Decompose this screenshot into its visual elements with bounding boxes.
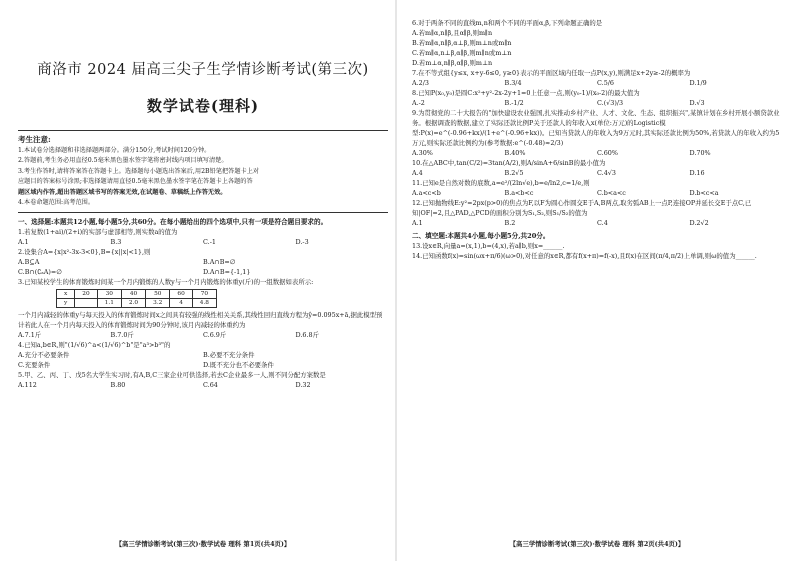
question-6-options <box>412 28 782 68</box>
notes-rule <box>18 212 388 213</box>
note-item: 2.答题前,考生务必用直径0.5毫米黑色墨水签字笔将密封线内项目填写清楚。 <box>18 157 228 164</box>
option: C.充要条件 <box>18 360 51 369</box>
question-4: 4.已知a,b∈R,则"(1/√6)^a<(1/√6)^b"是"a³>b³"的 <box>18 340 171 349</box>
option: D.1/9 <box>689 79 707 87</box>
option: B.80 <box>110 380 126 389</box>
note-item: 1.本试卷分选择题和非选择题两部分。满分150分,考试时间120分钟。 <box>18 146 211 154</box>
page-footer: 【高三学情诊断考试(第三次)·数学试卷 理科 第2页(共4页)】 <box>509 540 685 548</box>
note-item: 应题目的答案标号涂黑;非选择题请用直径0.5毫米黑色墨水签字笔在答题卡上各题的答 <box>18 178 253 185</box>
table-cell: 4.8 <box>192 298 216 307</box>
note-item: 3.考生作答时,请将答案答在答题卡上。选择题每小题选出答案后,用2B铅笔把答题卡上对 <box>18 167 260 175</box>
table-cell: 1.1 <box>97 298 121 307</box>
table-cell: 40 <box>121 289 145 298</box>
table-cell: y <box>57 298 75 307</box>
option: C.-1 <box>203 237 216 246</box>
question-1-options <box>18 237 388 247</box>
table-cell: 30 <box>97 289 121 298</box>
option: A.若m∥α,n∥β,且α∥β,则m∥n <box>412 29 493 37</box>
section-heading: 二、填空题:本题共4小题,每小题5分,共20分。 <box>412 232 550 240</box>
option: B.40% <box>504 149 526 157</box>
question-8: 8.已知P(x₀,y₀)是圆C:x²+y²-2x-2y+1=0上任意一点,则(y₀-1)/(x₀-2)的最大值为 <box>412 89 640 97</box>
question-2: 2.设集合A={x|x²-3x-3<0},B={x||x|<1},则 <box>18 247 151 256</box>
option: B.必要不充分条件 <box>203 350 255 359</box>
table-row <box>57 298 217 307</box>
question-3-table <box>56 289 217 308</box>
question-12: 12.已知抛物线E:y²=2px(p>0)的焦点为F,以F为圆心作圆交E于A,B两点,取劣弧AB上一点P,连接OP并延长交E于点C,已知|OF|=2,且△PAD,△PCD的面积分别为S₁,S₂,则S₁/S₂的值为 <box>412 199 752 217</box>
table-cell: 3.2 <box>146 298 170 307</box>
notes-heading: 考生注意: <box>18 135 51 144</box>
note-item: 题区域内作答,超出答题区域书写的答案无效,在试题卷、草稿纸上作答无效。 <box>18 188 227 196</box>
page-footer: 【高三学情诊断考试(第三次)·数学试卷 理科 第1页(共4页)】 <box>115 540 291 548</box>
table-cell: 70 <box>192 289 216 298</box>
left-page <box>18 18 388 548</box>
option: D.b<c<a <box>689 189 719 197</box>
question-11: 11.已知e是自然对数的底数,a=e²/(2ln√e),b=e/ln2,c=1/e,则 <box>412 179 590 187</box>
option: A.B⊆A <box>18 257 40 266</box>
option: A.a<c<b <box>412 189 441 197</box>
option: C.若m∥α,n⊥β,α∥β,则m∥n或m⊥n <box>412 49 512 57</box>
option: A.7.1斤 <box>18 330 42 339</box>
question-14: 14.已知函数f(x)=sin(ωx+π/6)(ω>0),对任意的x∈R,都有f(x+π)=f(-x),且f(x)在区间(π/4,π/2)上单调,则ω的值为______. <box>412 252 757 260</box>
option: B.A∩B=∅ <box>203 257 236 266</box>
question-5-options <box>18 380 388 390</box>
option: C.64 <box>203 380 218 389</box>
page-fold-divider <box>395 0 397 561</box>
question-11-options <box>412 188 782 198</box>
option: B.若m∥α,n∥β,α⊥β,则m⊥n或m∥n <box>412 39 512 47</box>
option: B.a<b<c <box>504 189 534 197</box>
option: D.既不充分也不必要条件 <box>203 360 274 369</box>
option: C.b<a<c <box>597 189 626 197</box>
question-8-options <box>412 98 782 108</box>
notes-block <box>18 135 388 209</box>
question-3-continued: 一个月内减轻的体重y与每天投入的体育锻炼时间x之间具有较强的线性相关关系,其线性回归直线方程为ŷ=0.095x+ā,据此模型预计若此人在一个月内每天投入的体育锻炼时间为90分钟时,该月内减轻的体重约为 <box>18 310 383 329</box>
option: C.60% <box>597 149 618 157</box>
question-7-options <box>412 78 782 88</box>
option: A.30% <box>412 149 433 157</box>
question-3-options <box>18 330 388 340</box>
section-heading: 一、选择题:本题共12小题,每小题5分,共60分。在每小题给出的四个选项中,只有一项是符合题目要求的。 <box>18 217 328 226</box>
option: C.4 <box>597 219 608 227</box>
question-9: 9.为贯彻党的二十大报告的"加快建设农业强国,扎实推动乡村产业、人才、文化、生态、组织振兴",某镇计划在乡村开展小额贷款业务。根据调查的数据,建立了实际还款比例P关于还款人的年收入x(单位:万元)的Logistic模型:P(x)=e^(-0.96+kx)/(1+e^(-0.96+kx))。已知当贷款人的年收入为9万元时,其实际还款比例为50%,若贷款人的年收入约为5万元,则实际还款比例约为(参考数据:e^(-0.48)≈2/3) <box>412 109 780 147</box>
option: B.2 <box>504 219 516 227</box>
question-5: 5.甲、乙、丙、丁、戊5名大学生实习时,有A,B,C三家企业可供选择,若去C企业最多一人,则不同分配方案数是 <box>18 370 326 379</box>
option: D.32 <box>295 380 311 389</box>
option: A.2/3 <box>412 79 429 87</box>
option: A.1 <box>18 237 29 246</box>
option: B.-1/2 <box>504 99 524 107</box>
option: D.A∩B={-1,1} <box>203 267 251 276</box>
exam-title: 商洛市 2024 届高三尖子生学情诊断考试(第三次) <box>37 62 369 78</box>
table-cell: 4 <box>170 298 192 307</box>
option: D.若m⊥α,n∥β,α∥β,则m⊥n <box>412 59 493 67</box>
option: A.112 <box>18 380 37 389</box>
option: B.3/4 <box>504 79 522 87</box>
option: D.-3 <box>295 237 309 246</box>
question-4-options <box>18 350 388 370</box>
right-page <box>412 18 782 548</box>
table-cell: 20 <box>75 289 97 298</box>
option: C.(√3)/3 <box>597 99 624 107</box>
table-cell: 60 <box>170 289 192 298</box>
option: B.7.0斤 <box>110 330 134 339</box>
table-cell: x <box>57 289 75 298</box>
option: D.6.8斤 <box>295 330 319 339</box>
option: A.4 <box>412 169 423 177</box>
option: D.2√2 <box>689 219 709 227</box>
option: C.B∩(∁ₐA)=∅ <box>18 267 62 276</box>
option: C.4√3 <box>597 169 616 177</box>
question-13: 13.设x∈R,向量a=(x,1),b=(4,x),若a∥b,则x=______. <box>412 242 565 250</box>
option: B.2√5 <box>504 169 524 177</box>
question-1: 1.若复数(1+ai)/(2+i)的实部与虚部相等,则实数a的值为 <box>18 227 178 236</box>
table-cell <box>75 298 97 307</box>
option: D.√3 <box>689 99 705 107</box>
option: A.1 <box>412 219 423 227</box>
option: A.充分不必要条件 <box>18 350 70 359</box>
question-2-options <box>18 257 388 277</box>
option: D.70% <box>689 149 711 157</box>
option: B.3 <box>110 237 122 246</box>
question-7: 7.在不等式组{y≤x, x+y-6≤0, y≥0}表示的平面区域内任取一点P(x,y),则满足x+2y≥-2的概率为 <box>412 69 691 77</box>
question-3: 3.已知某校学生的体育锻炼时间某一个月内锻炼的人数y与一个月内锻炼的体重y(斤)的一组数据如表所示: <box>18 277 314 286</box>
table-cell: 2.0 <box>121 298 145 307</box>
question-6: 6.对于两条不同的直线m,n和两个不同的平面α,β,下列命题正确的是 <box>412 19 603 27</box>
option: C.5/6 <box>597 79 614 87</box>
table-cell: 50 <box>146 289 170 298</box>
option: D.16 <box>689 169 705 177</box>
table-row <box>57 289 217 298</box>
question-10-options <box>412 168 782 178</box>
question-10: 10.在△ABC中,tan(C/2)=3tan(A/2),则A/sinA+6/sinB的最小值为 <box>412 159 606 167</box>
note-item: 4.本卷命题范围:高考范围。 <box>18 199 95 206</box>
exam-subject: 数学试卷(理科) <box>146 97 260 115</box>
option: C.6.9斤 <box>203 330 227 339</box>
question-12-options <box>412 218 782 228</box>
title-rule <box>18 130 388 131</box>
option: A.-2 <box>412 99 425 107</box>
question-9-options <box>412 148 782 158</box>
